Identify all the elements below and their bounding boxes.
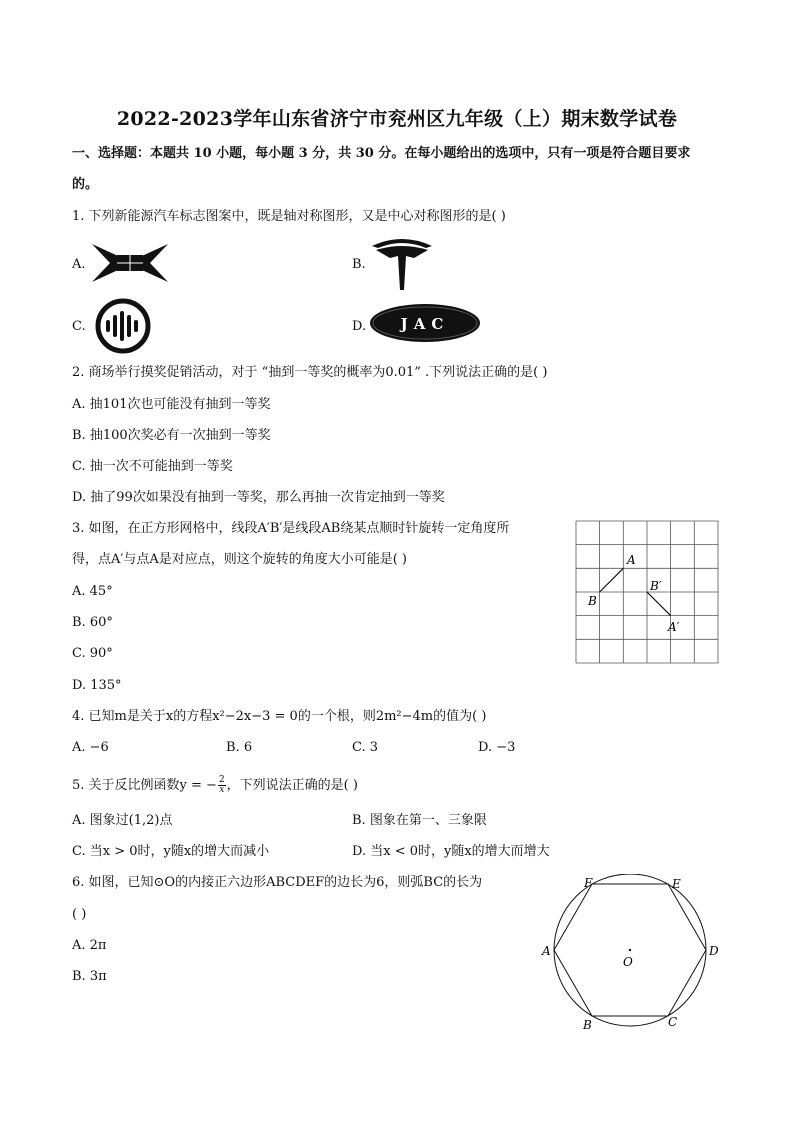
q1-option-b-label: B. <box>352 257 366 272</box>
q3-stem-line2: 得，点A′与点A是对应点，则这个旋转的角度大小可能是( ) <box>72 552 408 567</box>
q6-stem-line2: ( ) <box>72 907 87 922</box>
q5-frac-num: 2 <box>218 775 225 785</box>
label-b: B <box>588 594 597 608</box>
label-a-prime: A′ <box>668 620 680 634</box>
q6-option-a: A. 2π <box>72 938 107 953</box>
q3-grid-figure <box>574 519 720 665</box>
q3-option-c: C. 90° <box>72 646 113 661</box>
q4-option-c: C. 3 <box>352 740 379 755</box>
q2-option-d: D. 抽了99次如果没有抽到一等奖，那么再抽一次肯定抽到一等奖 <box>72 490 445 505</box>
label-hex-e: E <box>672 877 681 891</box>
logo-d-image <box>368 302 482 344</box>
q5-frac-den: x <box>219 785 225 795</box>
section-heading-line2: 的。 <box>72 177 99 192</box>
q3-option-a: A. 45° <box>72 584 113 599</box>
label-hex-a: A <box>542 944 551 958</box>
q1-option-d-label: D. <box>352 319 367 334</box>
q5-option-a: A. 图象过(1,2)点 <box>72 813 173 828</box>
q5-fraction <box>218 776 226 795</box>
q5-stem-pre: 5. 关于反比例函数y = − <box>72 778 217 793</box>
section-heading-line1: 一、选择题：本题共 10 小题，每小题 3 分，共 30 分。在每小题给出的选项中，只有一项是符合题目要求 <box>72 146 691 161</box>
label-hex-c: C <box>668 1015 678 1029</box>
q4-option-d: D. −3 <box>478 740 516 755</box>
logo-b-image <box>370 236 434 292</box>
q1-option-c-label: C. <box>72 319 86 334</box>
logo-a-image <box>88 240 172 286</box>
q3-stem-line1: 3. 如图，在正方形网格中，线段A′B′是线段AB绕某点顺时针旋转一定角度所 <box>72 521 510 536</box>
q5-stem-post: ，下列说法正确的是( ) <box>226 778 358 793</box>
label-b-prime: B′ <box>650 579 662 593</box>
q2-option-b: B. 抽100次奖必有一次抽到一等奖 <box>72 428 271 443</box>
q2-stem: 2. 商场举行摸奖促销活动，对于 “抽到一等奖的概率为0.01” .下列说法正确的是( ) <box>72 365 548 380</box>
segment-ab <box>600 568 624 592</box>
page-title: 2022-2023学年山东省济宁市兖州区九年级（上）期末数学试卷 <box>116 108 678 130</box>
label-hex-o: O <box>623 955 633 969</box>
label-a: A <box>627 553 636 567</box>
q2-option-c: C. 抽一次不可能抽到一等奖 <box>72 459 233 474</box>
q5-stem <box>72 776 358 795</box>
q1-option-a-label: A. <box>72 257 86 272</box>
logo-c-image <box>88 298 158 354</box>
q6-stem-line1: 6. 如图，已知⊙O的内接正六边形ABCDEF的边长为6，则弧BC的长为 <box>72 875 483 890</box>
q3-option-b: B. 60° <box>72 615 113 630</box>
label-hex-d: D <box>709 944 719 958</box>
center-point-o <box>629 949 631 951</box>
label-hex-b: B <box>583 1018 592 1032</box>
q6-hexagon-figure <box>536 874 726 1034</box>
q4-stem: 4. 已知m是关于x的方程x²−2x−3 = 0的一个根，则2m²−4m的值为( ) <box>72 709 487 724</box>
q5-option-c: C. 当x > 0时，y随x的增大而减小 <box>72 844 270 859</box>
label-hex-f: F <box>584 876 593 890</box>
q4-option-b: B. 6 <box>226 740 253 755</box>
q3-option-d: D. 135° <box>72 678 122 693</box>
segment-apbp <box>647 592 671 616</box>
q6-option-b: B. 3π <box>72 969 107 984</box>
q5-option-b: B. 图象在第一、三象限 <box>352 813 487 828</box>
q4-option-a: A. −6 <box>72 740 109 755</box>
q5-option-d: D. 当x < 0时，y随x的增大而增大 <box>352 844 550 859</box>
q1-stem: 1. 下列新能源汽车标志图案中，既是轴对称图形，又是中心对称图形的是( ) <box>72 209 506 224</box>
logo-d-text: JAC <box>400 315 450 333</box>
q2-option-a: A. 抽101次也可能没有抽到一等奖 <box>72 397 271 412</box>
